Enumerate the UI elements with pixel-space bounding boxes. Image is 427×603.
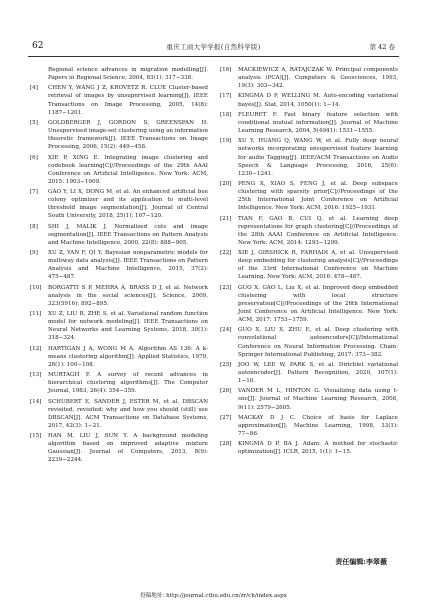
reference-text: GAO Y, LI X, DONG M, et al. An enhanced artificial bee colony optimizer and its application to multi-level threshold image segmentation[J]. Journal of Central South University, 2018, 25(1): 107−120. bbox=[48, 189, 208, 220]
reference-item bbox=[30, 398, 208, 430]
reference-number: [6] bbox=[30, 154, 38, 161]
reference-number: [16] bbox=[220, 67, 232, 73]
reference-text: MURTAGH F. A survey of recent advances in hierarchical clustering algorithms[J]. The Computer Journal, 1983, 26(4): 354−359. bbox=[48, 372, 208, 395]
references-right-column bbox=[220, 66, 398, 459]
reference-item bbox=[30, 119, 208, 151]
reference-item bbox=[220, 111, 398, 135]
reference-number: [15] bbox=[30, 433, 42, 440]
reference-text: XU Z, LIU B, ZHE S, et al. Variational random function model for network modeling[J]. IEEE Transactions on Neural Networks and Learning Systems, 2018, 30(1): 318−324. bbox=[48, 311, 208, 342]
reference-number: [19] bbox=[220, 138, 232, 145]
reference-text: SHI J, MALIK J. Normalized cuts and image segmentation[J]. IEEE Transactions on Pattern Analysis and Machine Intelligence, 2000, 22(8): 888−905. bbox=[48, 223, 208, 246]
submission-url: 投稿地址: http://journal.ctbu.edu.cn/zr/ch/index.aspx bbox=[140, 593, 287, 599]
reference-number: [9] bbox=[30, 250, 38, 257]
reference-item bbox=[30, 284, 208, 308]
reference-item bbox=[220, 387, 398, 411]
reference-number: [25] bbox=[220, 361, 232, 368]
reference-text: HARTIGAN J A, WONG M A. Algorithm AS 136: A k-means clustering algorithm[J]. Applied Statistics, 1979, 28(1): 100−108. bbox=[48, 345, 208, 368]
reference-item bbox=[30, 432, 208, 464]
reference-number: [22] bbox=[220, 250, 232, 257]
reference-number: [28] bbox=[220, 441, 232, 448]
reference-text: XIE J, GIRSHICK R, FARHADI A, et al. Unsupervised deep embedding for clustering analysis[C]//Proceedings of the 33rd International Conference on Machine Learning. New York: ACM, 2016: 478−487. bbox=[238, 250, 398, 281]
reference-text: GUO X, GAO L, Liu X, et al. Improved deep embedded clustering with local structure preservation[C]//Proceedings of the 26th International Joint Conference on Artificial Intelligence. New York: ACM, 2017: 1753−1759. bbox=[238, 284, 398, 324]
reference-item bbox=[30, 310, 208, 342]
reference-number: [24] bbox=[220, 327, 232, 334]
reference-item bbox=[220, 326, 398, 358]
reference-text: JOO W, LEE W, PARK S, et al. Dirichlet variational autoencoder[J]. Pattern Recognition, 2020, 107(1): 1−10. bbox=[238, 361, 398, 385]
reference-text: KINGMA D P, BA J. Adam: A method for stochastic optimization[J]. ICLR, 2015, 1(1): 1−15. bbox=[238, 441, 398, 456]
reference-number: [20] bbox=[220, 180, 232, 187]
reference-text: GUO X, LIU X, ZHU E, et al. Deep clustering with convolutional autoencoders[C]//International Conference on Neural Information Processing. Cham: Springer International Publishing, 2017: 373−382. bbox=[238, 327, 398, 358]
reference-item bbox=[30, 188, 208, 220]
reference-item bbox=[30, 345, 208, 369]
reference-text: XU Z, YAN F, QI Y. Bayesian nonparametric models for multiway data analysis[J]. IEEE Transactions on Pattern Analysis and Machine Intelligence, 2015, 37(2): 475−487. bbox=[48, 250, 208, 281]
reference-number: [14] bbox=[30, 398, 42, 405]
reference-text: TIAN F, GAO B, CUI Q, et al. Learning deep representations for graph clustering[C]//Proceedings of the 28th AAAI Conference on Artificial Intelligence. New York: ACM, 2014: 1293−1299. bbox=[238, 215, 398, 246]
reference-text: XIE P, XING E. Integrating image clustering and codebook learning[C]//Proceedings of the 29th AAAI Conference on Artificial Intelligence. New York: ACM, 2015: 1903−1909. bbox=[48, 154, 208, 185]
reference-item bbox=[220, 249, 398, 281]
reference-item bbox=[220, 66, 398, 90]
reference-item bbox=[30, 84, 208, 116]
reference-text: XU Y, HUANG Q, WANG W, et al. Fully deep neural networks incorporating unsupervised feature learning for audio Tagging[J]. IEEE/ACM Transactions on Audio Speech & Language Processing, 2016, 25(6): 1230−1241. bbox=[238, 138, 398, 177]
reference-item bbox=[220, 414, 398, 438]
reference-text: SCHUBERT E, SANDER J, ESTER M, et al. DBSCAN revisited, revisited: why and how you should (still) use DBSCAN[J]. ACM Transactions on Database Systems, 2017, 42(3): 1−21. bbox=[48, 398, 208, 429]
reference-item bbox=[220, 215, 398, 247]
reference-continuation: Regional science advances in migration modelling[J]. Papers in Regional Science, 2004, 83(1): 317−338. bbox=[48, 67, 208, 82]
reference-text: GOLDBERGER J, GORDON S, GREENSPAN H. Unsupervised image-set clustering using an information theoretic framework[J]. IEEE Transactions on Image Processing, 2006, 15(2): 449−458. bbox=[48, 119, 208, 151]
journal-title: 重庆工商大学学报(自然科学版) bbox=[166, 43, 261, 51]
reference-number: [8] bbox=[30, 223, 38, 230]
reference-item bbox=[220, 440, 398, 456]
reference-number: [26] bbox=[220, 388, 232, 395]
reference-text: PENG X, XIAO S, FENG J, et al. Deep subspace clustering with sparsity prior[C]//Proceedings of the 25th International Joint Conference on Artificial Intelligence. New York: ACM, 2016: 1925−1931. bbox=[238, 180, 398, 212]
reference-item bbox=[30, 223, 208, 247]
reference-item bbox=[220, 92, 398, 108]
responsible-editor: 责任编辑:李翠薇 bbox=[335, 557, 387, 566]
header-rule bbox=[28, 56, 399, 57]
reference-number: [13] bbox=[30, 372, 42, 379]
reference-number: [21] bbox=[220, 215, 232, 222]
page-header bbox=[28, 40, 399, 54]
reference-text: MACKAY D J C. Choice of basis for Laplace approximation[J]. Machine Learning, 1998, 33(1): 77−86. bbox=[238, 414, 398, 437]
reference-item bbox=[30, 371, 208, 395]
references-left-column bbox=[30, 66, 208, 467]
reference-item bbox=[220, 361, 398, 385]
reference-item bbox=[220, 284, 398, 324]
reference-number: [5] bbox=[30, 119, 38, 126]
page-number: 62 bbox=[32, 41, 44, 51]
reference-item bbox=[30, 249, 208, 281]
reference-text: VANDER M L, HINTON G. Visualizing data using t-sne[J]. Journal of Machine Learning Research, 2008, 9(11): 2579−2605. bbox=[238, 388, 398, 411]
reference-text: CHEN Y, WANG J Z, KROVETZ R. CLUE Cluster-based retrieval of images by unsupervised learning[J]. IEEE Transactions on Image Processing, 2005, 14(8): 1187−1201. bbox=[48, 85, 208, 116]
volume-label: 第 42 卷 bbox=[369, 43, 395, 51]
reference-item bbox=[220, 180, 398, 212]
reference-item bbox=[220, 137, 398, 177]
reference-number: [27] bbox=[220, 414, 232, 421]
reference-text: MACKIEWICZ A, RATAJCZAK W. Principal components analysis (PCA)[J]. Computers & Geosciences, 1993, 19(3): 303−342. bbox=[238, 67, 398, 90]
reference-number: [11] bbox=[30, 311, 42, 318]
reference-text: HAN M, LIU J, SUN Y. A background modeling algorithm based on improved adaptive mixture Gaussian[J]. Journal of Computers, 2013, 8(9): 2239−2244. bbox=[48, 433, 208, 464]
reference-text: BORGATTI S P, MEHRA A, BRASS D J, et al. Network analysis in the social sciences[J]. Science, 2009, 323(5916): 892−895. bbox=[48, 284, 208, 307]
reference-number: [10] bbox=[30, 284, 42, 291]
reference-number: [12] bbox=[30, 345, 42, 352]
reference-item bbox=[30, 154, 208, 186]
reference-number: [17] bbox=[220, 93, 232, 100]
reference-number: [23] bbox=[220, 284, 232, 291]
reference-number: [18] bbox=[220, 111, 232, 118]
reference-text: FLEURET F. Fast binary feature selection with conditional mutual information[J]. Journal of Machine Learning Research, 2004, 5(4941): 1531−1555. bbox=[238, 111, 398, 135]
reference-number: [7] bbox=[30, 189, 38, 196]
reference-text: KINGMA D P, WELLING M. Auto-encoding variational bayes[J]. Stat, 2014, 1050(1): 1−14. bbox=[238, 93, 398, 108]
reference-number: [4] bbox=[30, 85, 38, 92]
